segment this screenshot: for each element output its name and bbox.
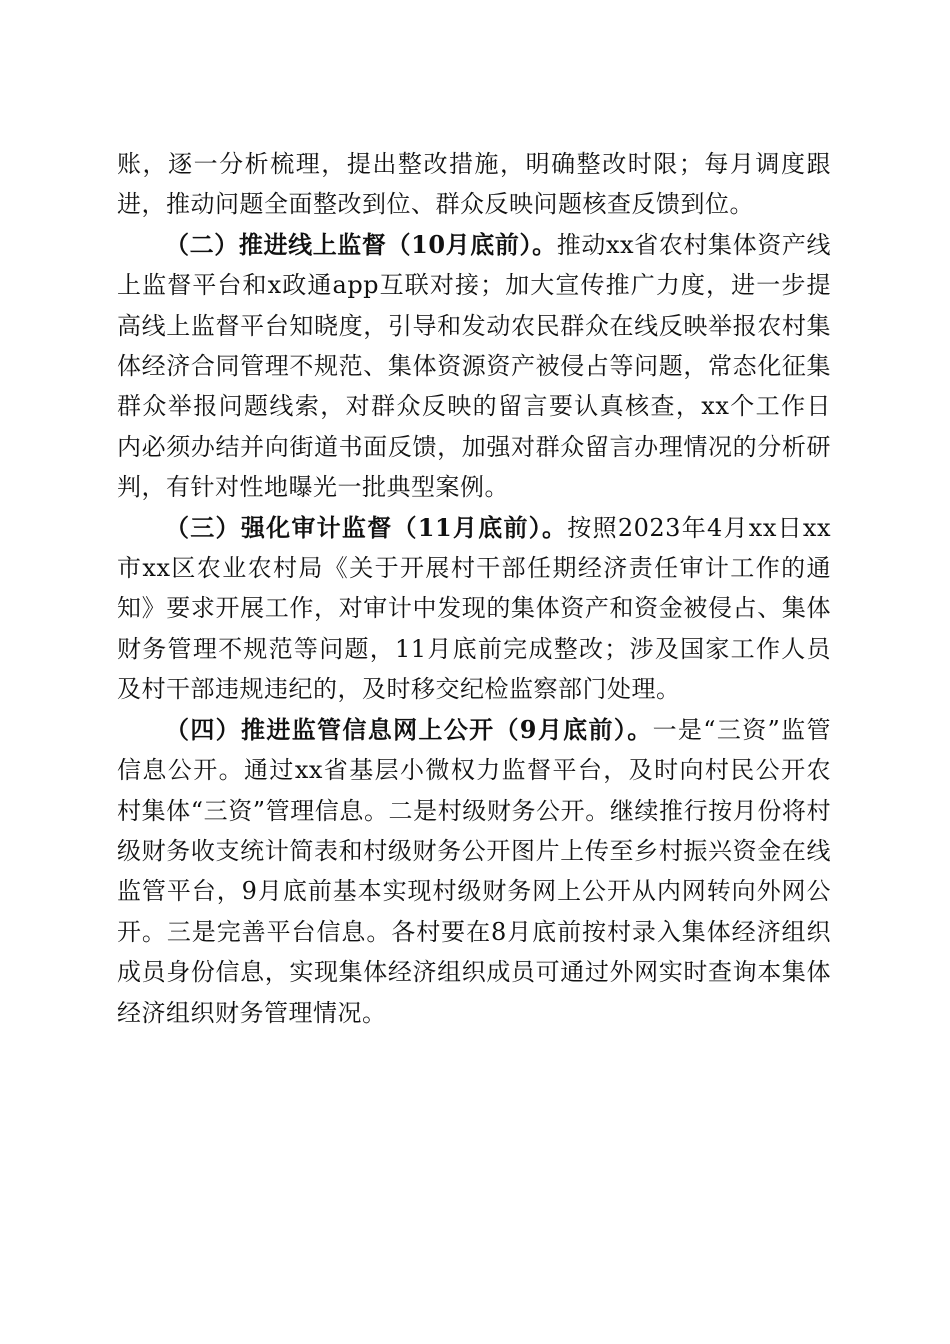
paragraph-body: 账，逐一分析梳理，提出整改措施，明确整改时限；每月调度跟进，推动问题全面整改到位、群众反映问题核查反馈到位。	[117, 150, 831, 219]
section-heading-info-disclosure: （四）推进监管信息网上公开（9月底前）。	[165, 714, 653, 744]
paragraph-body: 推动xx省农村集体资产线上监督平台和x政通app互联对接；加大宣传推广力度，进一步提高线上监督平台知晓度，引导和发动农民群众在线反映举报农村集体经济合同管理不规范、集体资源资产被侵占等问题，常态化征集群众举报问题线索，对群众反映的留言要认真核查，xx个工作日内必须办结并向街道书面反馈，加强对群众留言办理情况的分析研判，有针对性地曝光一批典型案例。	[117, 230, 831, 502]
section-heading-audit-supervision: （三）强化审计监督（11月底前）。	[165, 512, 568, 542]
paragraph-audit-supervision	[117, 508, 831, 710]
section-heading-online-supervision: （二）推进线上监督（10月底前）。	[165, 229, 557, 259]
paragraph-body: 按照2023年4月xx日xx市xx区农业农村局《关于开展村干部任期经济责任审计工作的通知》要求开展工作，对审计中发现的集体资产和资金被侵占、集体财务管理不规范等问题，11月底前完成整改；涉及国家工作人员及村干部违规违纪的，及时移交纪检监察部门处理。	[117, 513, 831, 704]
paragraph-body: 一是“三资”监管信息公开。通过xx省基层小微权力监督平台，及时向村民公开农村集体“三资”管理信息。二是村级财务公开。继续推行按月份将村级财务收支统计简表和村级财务公开图片上传至乡村振兴资金在线监管平台，9月底前基本实现村级财务网上公开从内网转向外网公开。三是完善平台信息。各村要在8月底前按村录入集体经济组织成员身份信息，实现集体经济组织成员可通过外网实时查询本集体经济组织财务管理情况。	[117, 715, 831, 1027]
paragraph-online-supervision	[117, 225, 831, 508]
paragraph-info-disclosure	[117, 710, 831, 1033]
document-page	[117, 144, 831, 1033]
paragraph-continuation	[117, 144, 831, 225]
